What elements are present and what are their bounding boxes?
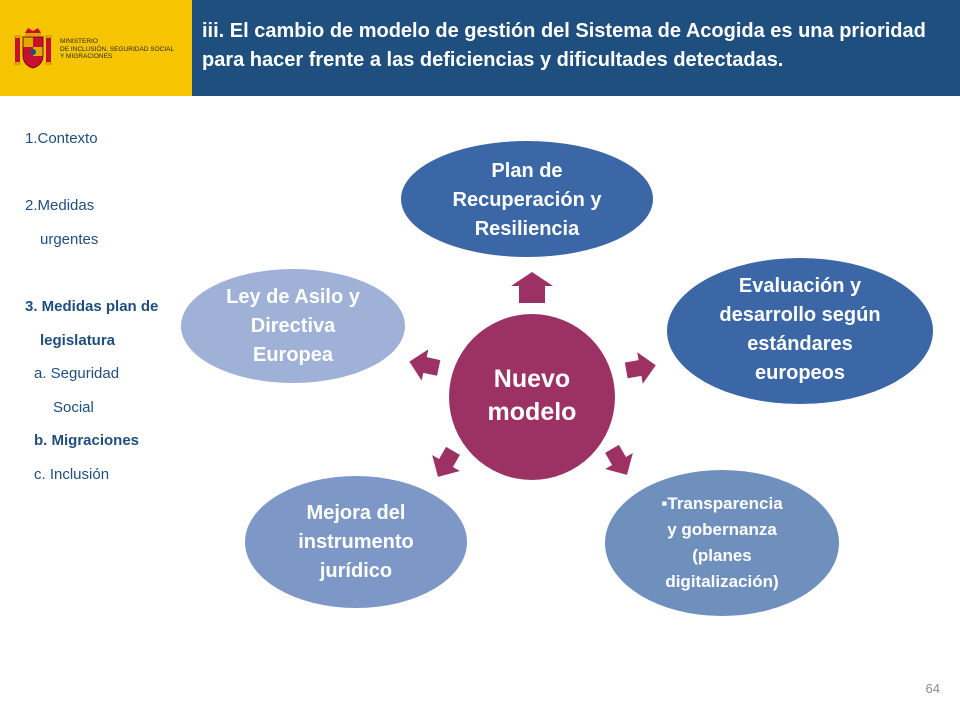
node-label-line: ▪Transparencia [661,494,783,513]
node-label-line: desarrollo según [719,304,881,326]
node-label-line: y gobernanza [667,520,777,539]
ministry-name-line: Y MIGRACIONES [60,53,113,60]
node-label-line: Nuevo [493,365,571,393]
slide-title-line: iii. El cambio de modelo de gestión del Sistema de Acogida es una prioridad [202,20,926,42]
agenda-subitem-migraciones[interactable]: b. Migraciones [34,432,140,449]
node-label-line: Mejora del [306,502,406,524]
node-label-line: Evaluación y [738,275,862,297]
node-label-mejora [245,499,467,586]
agenda-item-medidas-plan[interactable]: 3. Medidas plan de [25,298,159,315]
node-label-line: Plan de [491,160,563,182]
node-label-line: instrumento [298,531,414,553]
node-label-line: Europea [252,344,334,366]
node-label-line: (planes [692,546,752,565]
arrow-down-right-icon [598,441,641,483]
node-label-line: Resiliencia [474,218,580,240]
arrow-up-icon [511,272,553,303]
node-label-line: jurídico [319,560,393,582]
arrow-right-icon [623,349,658,386]
slide-title-line: para hacer frente a las deficiencias y dificultades detectadas. [202,49,784,71]
ministry-name-line: MINISTERIO [60,38,98,45]
arrow-left-icon [406,346,442,384]
node-label-ley-asilo [181,283,405,370]
page-number: 64 [925,681,940,696]
node-label-line: Ley de Asilo y [226,286,360,308]
node-label-transparencia [606,491,838,595]
agenda-item-medidas-urgentes-cont[interactable]: urgentes [40,231,99,248]
node-label-center [449,363,615,429]
node-label-line: digitalización) [665,572,779,591]
agenda-item-medidas-plan-cont[interactable]: legislatura [40,332,116,349]
agenda-item-contexto[interactable]: 1.Contexto [25,130,98,147]
node-label-line: europeos [754,362,846,384]
node-label-line: modelo [487,398,577,426]
node-label-evaluacion [668,272,932,388]
agenda-item-medidas-urgentes[interactable]: 2.Medidas [25,197,95,214]
agenda-subitem-seguridad-cont[interactable]: Social [53,399,94,416]
node-label-line: estándares [747,333,853,355]
arrow-down-left-icon [424,443,467,485]
node-label-plan-recuperacion [402,157,652,244]
agenda-subitem-seguridad[interactable]: a. Seguridad [34,365,120,382]
agenda-subitem-inclusion[interactable]: c. Inclusión [34,466,110,483]
node-label-line: Recuperación y [452,189,602,211]
node-label-line: Directiva [250,315,336,337]
ministry-name-line: DE INCLUSIÓN, SEGURIDAD SOCIAL [60,45,175,53]
